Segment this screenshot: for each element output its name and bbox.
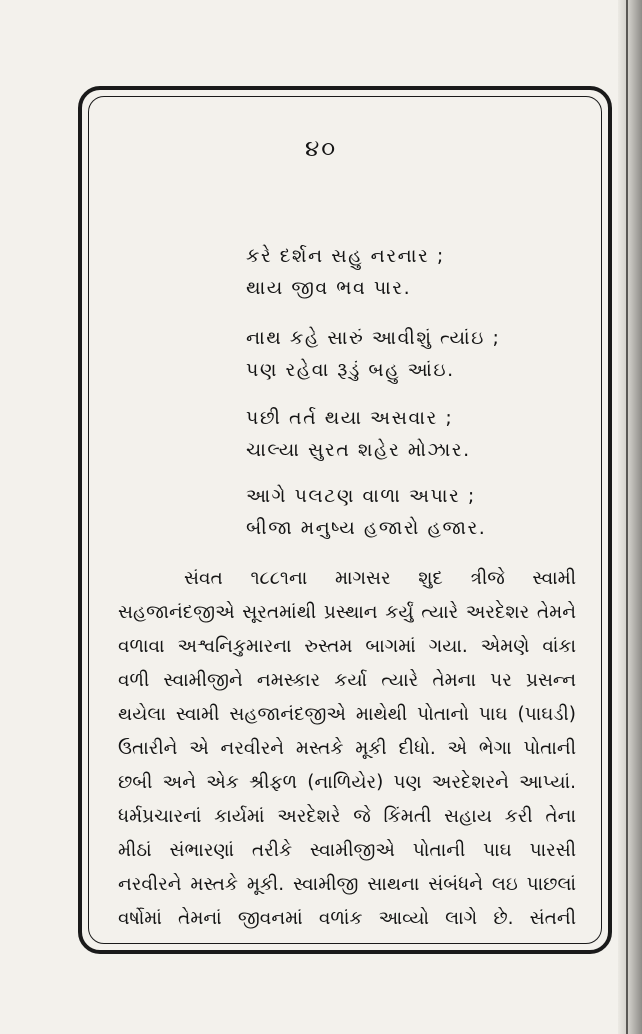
prose-line: ઉતારીને એ નરવીરને મસ્તકે મૂકી દીધો. એ ભેગા પોતાની (118, 738, 576, 759)
prose-line: વળાવા અશ્વનિકુમારના રુસ્તમ બાગમાં ગયા. એમણે વાંકા (118, 636, 576, 657)
prose-line: નરવીરને મસ્તકે મૂકી. સ્વામીજી સાથના સંબંધને લઇ પાછલાં (118, 874, 576, 895)
verse-line: પણ રહેવા રૂડું બહુ આંઇ. (246, 359, 455, 381)
verse-stanza-2 (246, 322, 500, 386)
prose-line: થયેલા સ્વામી સહજાનંદજીએ માથેથી પોતાનો પાઘ (પાઘડી) (118, 704, 576, 725)
verse-line: ચાલ્યા સુરત શહેર મોઝાર. (246, 439, 471, 461)
verse-line: આગે પલટણ વાળા અપાર ; (246, 485, 476, 507)
prose-line: સંવત ૧૮૮૧ના માગસર શુદ ત્રીજે સ્વામી (184, 568, 576, 589)
verse-line: પછી તર્ત થયા અસવાર ; (246, 407, 454, 429)
prose-line: વર્ષોમાં તેમનાં જીવનમાં વળાંક આવ્યો લાગે છે. સંતની (118, 908, 576, 929)
verse-line: બીજા મનુષ્ય હજારો હજાર. (246, 517, 487, 539)
verse-line: કરે દર્શન સહુ નરનાર ; (246, 245, 445, 267)
prose-line: છબી અને એક શ્રીફળ (નાળિયેર) પણ અરદેશરને આપ્યાં. (118, 772, 576, 793)
prose-line: સહજાનંદજીએ સૂરતમાંથી પ્રસ્થાન કર્યું ત્યારે અરદેશર તેમને (118, 602, 576, 623)
prose-line: વળી સ્વામીજીને નમસ્કાર કર્યા ત્યારે તેમના પર પ્રસન્ન (118, 670, 576, 691)
prose-paragraph (118, 562, 576, 936)
verse-stanza-1 (246, 240, 445, 304)
verse-line: નાથ કહે સારું આવીશું ત્યાંઇ ; (246, 327, 501, 349)
verse-line: થાય જીવ ભવ પાર. (246, 277, 412, 299)
verse-stanza-4 (246, 480, 486, 544)
prose-line: ધર્મપ્રચારનાં કાર્યમાં અરદેશરે જે કિંમતી સહાય કરી તેના (118, 806, 576, 827)
page-number: ૪૦ (304, 136, 338, 162)
prose-line: મીઠાં સંભારણાં તરીકે સ્વામીજીએ પોતાની પાઘ પારસી (118, 840, 576, 861)
verse-stanza-3 (246, 402, 471, 466)
